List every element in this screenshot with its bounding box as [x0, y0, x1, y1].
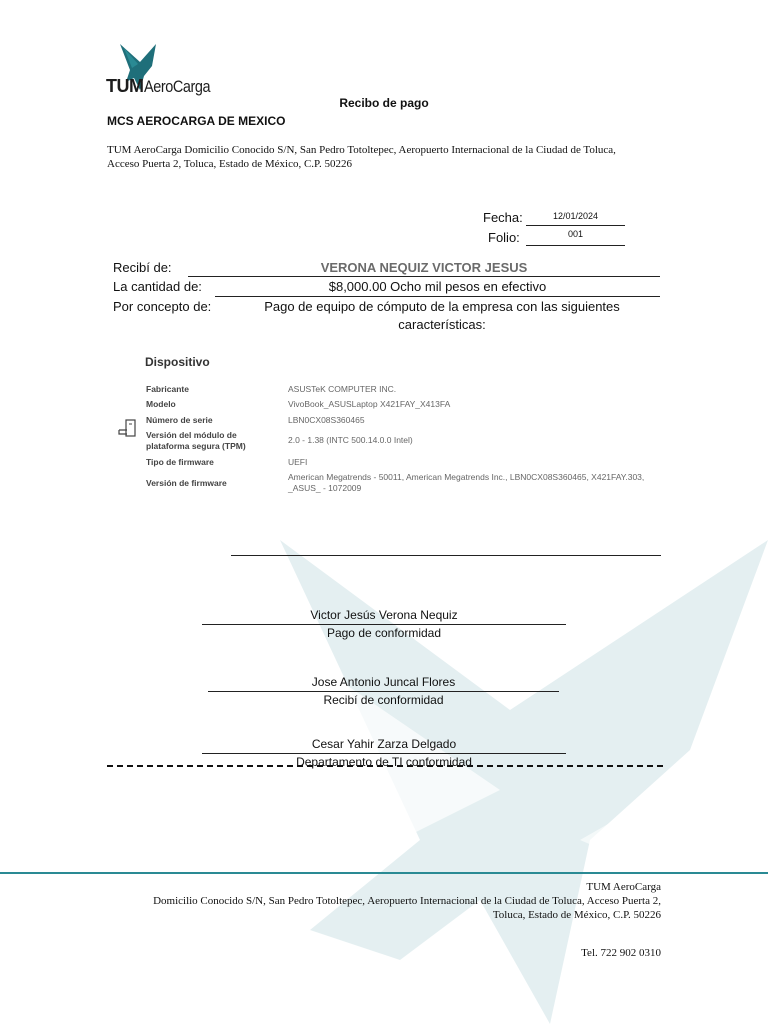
spec-value: ASUSTeK COMPUTER INC.	[288, 384, 397, 394]
spec-key: Fabricante	[146, 384, 189, 394]
device-title: Dispositivo	[145, 355, 210, 369]
received-from-underline	[188, 276, 660, 277]
footer-company: TUM AeroCarga	[586, 881, 661, 893]
signature-role: Recibí de conformidad	[323, 693, 444, 707]
spec-key: Versión de firmware	[146, 478, 227, 488]
spec-value: LBN0CX08S360465	[288, 415, 365, 425]
spec-value: UEFI	[288, 457, 308, 467]
signature-name: Victor Jesús Verona Nequiz	[310, 608, 458, 622]
amount-underline	[215, 296, 660, 297]
spec-value: 2.0 - 1.38 (INTC 500.14.0.0 Intel)	[288, 435, 413, 445]
spec-key: Tipo de firmware	[146, 457, 214, 467]
footer-phone: Tel. 722 902 0310	[581, 947, 661, 959]
signature-line	[208, 691, 559, 692]
logo: TUMAeroCarga	[106, 76, 210, 96]
folio-label: Folio:	[488, 230, 520, 245]
footer-address-line1: Domicilio Conocido S/N, San Pedro Totoltepec, Aeropuerto Internacional de la Ciudad de Toluca, Acceso Puerta 2,	[153, 895, 661, 907]
concept-value: Pago de equipo de cómputo de la empresa con las siguientes características:	[264, 299, 620, 332]
spec-value: American Megatrends - 50011, American Megatrends Inc., LBN0CX08S360465, X421FAY.303, _ASUS_ - 1072009	[288, 472, 645, 493]
received-from-value: VERONA NEQUIZ VICTOR JESUS	[320, 260, 528, 275]
amount-label: La cantidad de:	[113, 279, 202, 294]
signature-name: Cesar Yahir Zarza Delgado	[311, 737, 457, 751]
folio-value: 001	[567, 229, 584, 239]
document-title: Recibo de pago	[339, 96, 429, 110]
date-label: Fecha:	[483, 210, 523, 225]
folio-underline	[526, 245, 625, 246]
footer-address-line2: Toluca, Estado de México, C.P. 50226	[492, 909, 661, 921]
amount-value: $8,000.00 Ocho mil pesos en efectivo	[328, 279, 547, 294]
spec-key: Versión del módulo de plataforma segura (TPM)	[146, 430, 246, 451]
spec-value: VivoBook_ASUSLaptop X421FAY_X413FA	[288, 399, 451, 409]
company-name: MCS AEROCARGA DE MEXICO	[107, 114, 286, 128]
spec-key: Número de serie	[146, 415, 213, 425]
concept-label: Por concepto de:	[113, 299, 212, 314]
cut-line	[107, 765, 663, 767]
received-from-label: Recibí de:	[113, 260, 172, 275]
signature-name: Jose Antonio Juncal Flores	[311, 675, 456, 689]
signature-line	[202, 624, 566, 625]
device-icon	[118, 418, 138, 440]
spec-key: Modelo	[146, 399, 176, 409]
footer-divider	[0, 872, 768, 874]
signature-line-blank	[231, 555, 661, 556]
signature-line	[202, 753, 566, 754]
signature-role: Pago de conformidad	[326, 626, 442, 640]
date-underline	[526, 225, 625, 226]
date-value: 12/01/2024	[552, 211, 599, 221]
signature-role: Departamento de TI conformidad	[296, 755, 472, 769]
company-address: TUM AeroCarga Domicilio Conocido S/N, San Pedro Totoltepec, Aeropuerto Internacional de la Ciudad de Toluca, Acceso Puerta 2, Toluca, Estado de México, C.P. 50226	[107, 144, 616, 170]
